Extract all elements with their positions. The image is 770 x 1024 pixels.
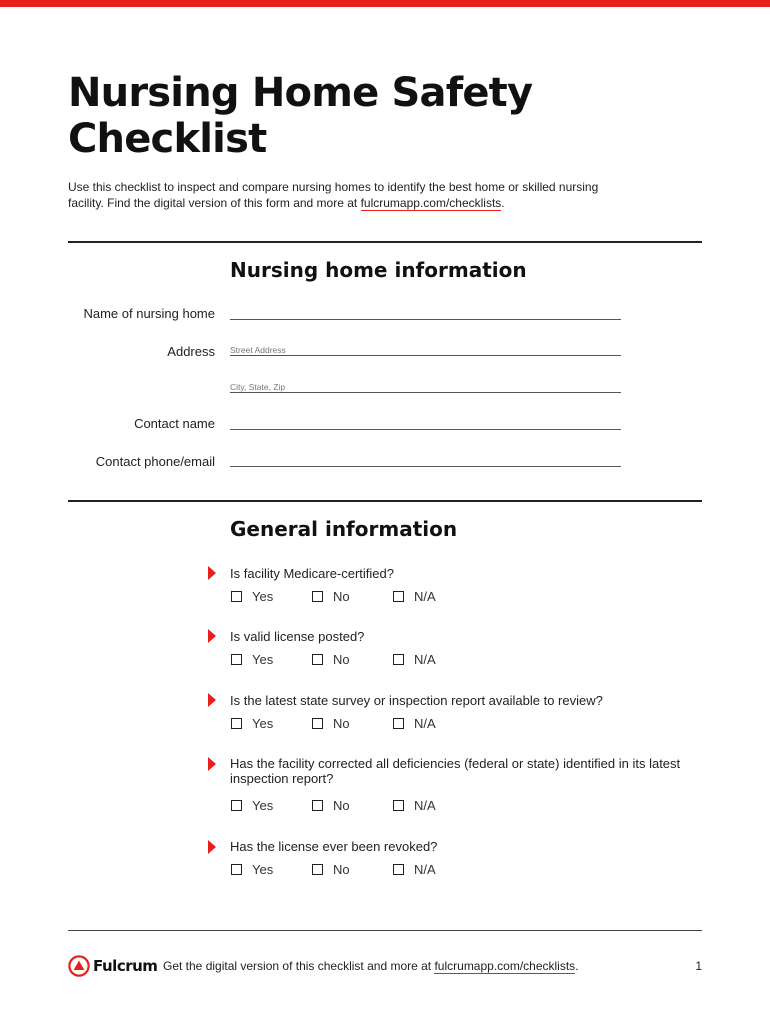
- checkbox-icon[interactable]: [393, 864, 404, 875]
- q1-no-checkbox[interactable]: [312, 589, 350, 604]
- general-info-heading: General information: [230, 517, 458, 541]
- q4-no-checkbox[interactable]: [312, 798, 350, 813]
- question-marker-icon: [208, 693, 216, 707]
- option-label: Yes: [252, 716, 274, 731]
- q2-na-checkbox[interactable]: [393, 652, 436, 667]
- checkbox-icon[interactable]: [231, 864, 242, 875]
- q5-no-checkbox[interactable]: [312, 862, 350, 877]
- top-accent-bar: [0, 0, 770, 7]
- q3-na-checkbox[interactable]: [393, 716, 436, 731]
- document-title: [68, 70, 532, 162]
- q4-na-checkbox[interactable]: [393, 798, 436, 813]
- intro-text: Use this checklist to inspect and compare nursing homes to identify the best home or skilled nursing facility. Find the digital version of this form and more at: [68, 180, 599, 210]
- q4-yes-checkbox[interactable]: [231, 798, 273, 813]
- checkbox-icon[interactable]: [312, 718, 323, 729]
- contact-name-label: Contact name: [134, 416, 215, 431]
- question-text: Has the license ever been revoked?: [230, 839, 438, 854]
- option-label: No: [333, 652, 350, 667]
- fulcrum-logo-text: Fulcrum: [93, 957, 158, 975]
- checkbox-icon[interactable]: [393, 718, 404, 729]
- title-line-1: Nursing Home Safety: [68, 70, 533, 116]
- q2-yes-checkbox[interactable]: [231, 652, 273, 667]
- checkbox-icon[interactable]: [231, 800, 242, 811]
- q2-no-checkbox[interactable]: [312, 652, 350, 667]
- question-marker-icon: [208, 840, 216, 854]
- footer-text: [163, 959, 579, 974]
- option-label: No: [333, 716, 350, 731]
- q3-yes-checkbox[interactable]: [231, 716, 273, 731]
- option-label: N/A: [414, 589, 436, 604]
- q1-yes-checkbox[interactable]: [231, 589, 273, 604]
- section-divider: [68, 500, 702, 502]
- checkbox-icon[interactable]: [231, 654, 242, 665]
- street-address-input[interactable]: [230, 335, 621, 356]
- checkbox-icon[interactable]: [312, 654, 323, 665]
- option-label: Yes: [252, 652, 274, 667]
- nursing-home-name-input[interactable]: [230, 299, 621, 320]
- checkbox-icon[interactable]: [231, 591, 242, 602]
- question-text: Is the latest state survey or inspection report available to review?: [230, 693, 603, 708]
- contact-name-input[interactable]: [230, 409, 621, 430]
- question-text: Has the facility corrected all deficiencies (federal or state) identified in its latest inspection report?: [230, 756, 681, 786]
- page-number: 1: [695, 959, 702, 973]
- option-label: No: [333, 589, 350, 604]
- footer-message: Get the digital version of this checklist and more at: [163, 959, 435, 973]
- intro-checklists-link[interactable]: fulcrumapp.com/checklists: [360, 196, 502, 210]
- question-text: Is facility Medicare-certified?: [230, 566, 394, 581]
- option-label: N/A: [414, 716, 436, 731]
- option-label: Yes: [252, 798, 274, 813]
- question-marker-icon: [208, 757, 216, 771]
- checkbox-icon[interactable]: [312, 800, 323, 811]
- contact-phone-email-input[interactable]: [230, 446, 621, 467]
- name-label: Name of nursing home: [83, 306, 215, 321]
- city-state-zip-hint: City, State, Zip: [230, 382, 286, 392]
- option-label: N/A: [414, 798, 436, 813]
- contact-phone-email-label: Contact phone/email: [95, 454, 215, 469]
- footer-period: .: [575, 959, 579, 973]
- checkbox-icon[interactable]: [393, 591, 404, 602]
- q1-na-checkbox[interactable]: [393, 589, 436, 604]
- checkbox-icon[interactable]: [393, 654, 404, 665]
- checkbox-icon[interactable]: [231, 718, 242, 729]
- checkbox-icon[interactable]: [393, 800, 404, 811]
- option-label: No: [333, 862, 350, 877]
- footer-divider: [68, 930, 702, 931]
- checkbox-icon[interactable]: [312, 864, 323, 875]
- intro-paragraph: [68, 179, 628, 211]
- option-label: Yes: [252, 862, 274, 877]
- option-label: N/A: [414, 652, 436, 667]
- q5-yes-checkbox[interactable]: [231, 862, 273, 877]
- q5-na-checkbox[interactable]: [393, 862, 436, 877]
- option-label: N/A: [414, 862, 436, 877]
- city-state-zip-input[interactable]: [230, 372, 621, 393]
- option-label: No: [333, 798, 350, 813]
- fulcrum-logo[interactable]: [68, 955, 157, 977]
- question-marker-icon: [208, 566, 216, 580]
- title-line-2: Checklist: [68, 116, 267, 162]
- q3-no-checkbox[interactable]: [312, 716, 350, 731]
- street-address-hint: Street Address: [230, 345, 286, 355]
- nursing-home-info-heading: Nursing home information: [230, 258, 527, 282]
- intro-period: .: [501, 196, 505, 210]
- address-label: Address: [167, 344, 215, 359]
- checkbox-icon[interactable]: [312, 591, 323, 602]
- fulcrum-logo-icon: [68, 955, 90, 977]
- question-text: Is valid license posted?: [230, 629, 365, 644]
- section-divider: [68, 241, 702, 243]
- question-marker-icon: [208, 629, 216, 643]
- option-label: Yes: [252, 589, 274, 604]
- footer-checklists-link[interactable]: fulcrumapp.com/checklists: [434, 959, 576, 973]
